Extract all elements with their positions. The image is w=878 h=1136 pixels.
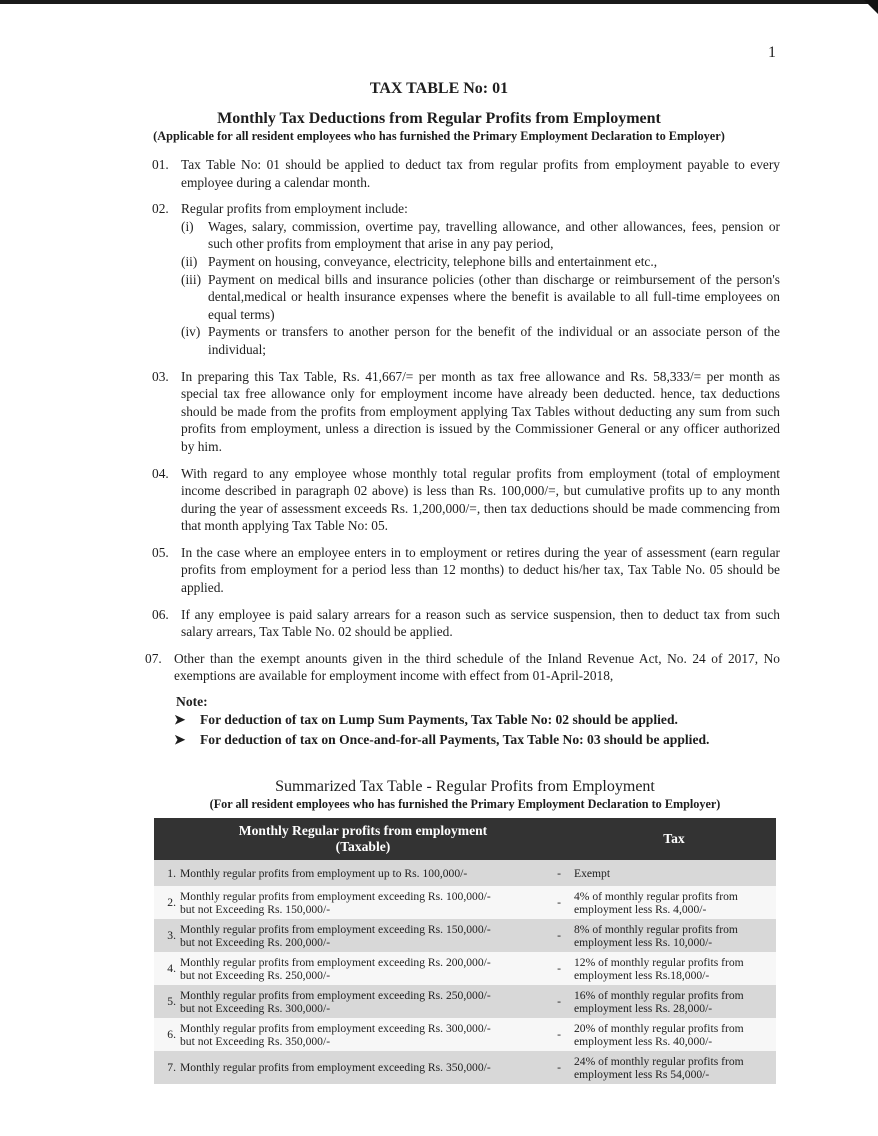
summary-title: Summarized Tax Table - Regular Profits from Employment xyxy=(275,778,655,795)
row-tax-line-1: 20% of monthly regular profits from xyxy=(574,1021,744,1035)
row-description-line-2: but not Exceeding Rs. 300,000/- xyxy=(180,1001,331,1015)
row-tax-line-2: employment less Rs. 10,000/- xyxy=(574,935,713,949)
table-row xyxy=(154,886,776,919)
row-tax xyxy=(572,886,776,919)
paragraph-body xyxy=(181,200,780,358)
table-row xyxy=(154,1051,776,1084)
row-description xyxy=(178,1051,546,1084)
sub-item-text: Wages, salary, commission, overtime pay, travelling allowance, and other allowances, fees, pension or such other profits from employment that arise in any pay period, xyxy=(208,218,780,252)
table-row xyxy=(154,1018,776,1051)
table-row xyxy=(154,860,776,886)
row-number: 1. xyxy=(154,860,178,886)
row-dash: - xyxy=(546,886,572,919)
paragraph-number: 02. xyxy=(152,201,169,217)
row-tax-line-1: 8% of monthly regular profits from xyxy=(574,922,738,936)
summary-subtitle: (For all resident employees who has furnished the Primary Employment Declaration to Employer) xyxy=(209,797,721,811)
paragraph-text: In preparing this Tax Table, Rs. 41,667/= per month as tax free allowance and Rs. 58,333/= per month as special tax free allowance only for employment income have already been deducted. hence, tax deductions should be made from the profits from employment applying Tax Tables without deducting any sum from such profits from employment, unless a direction is issued by the Commissioner General or any officer authorized by him. xyxy=(181,368,780,454)
row-tax xyxy=(572,919,776,952)
paragraph-number: 03. xyxy=(152,368,169,384)
row-description xyxy=(178,985,546,1018)
tax-table-title: TAX TABLE No: 01 xyxy=(369,80,509,97)
arrow-bullet-icon: ➤ xyxy=(174,712,186,727)
paragraph-text: With regard to any employee whose monthly total regular profits from employment (total of employment income described in paragraph 02 above) is less than Rs. 100,000/=, but cumulative profits up to any month during the year of assessment exceeds Rs. 1,200,000/=, then tax deductions should be made commencing from that month applying Tax Table No: 05. xyxy=(181,465,780,534)
note-label: Note: xyxy=(176,694,208,709)
row-dash: - xyxy=(546,1018,572,1051)
paragraph-text: Regular profits from employment include: xyxy=(181,201,408,217)
row-description-line-2: but not Exceeding Rs. 250,000/- xyxy=(180,968,331,982)
paragraph-01 xyxy=(152,156,780,191)
note-text: For deduction of tax on Once-and-for-all Payments, Tax Table No: 03 should be applied. xyxy=(200,732,710,747)
paragraph-text: In the case where an employee enters in to employment or retires during the year of assessment (earn regular profits from employment for a period less than 12 months) to deduct his/her tax, Tax Table No. 05 should be applied. xyxy=(181,544,780,596)
table-row xyxy=(154,919,776,952)
paragraph-04 xyxy=(152,465,780,535)
table-row xyxy=(154,985,776,1018)
paragraph-07 xyxy=(145,650,780,685)
sub-item-text: Payment on medical bills and insurance policies (other than discharge or reimbursement of the person's dental,medical or health insurance expenses where the benefit is available to all full-time employees on equal terms) xyxy=(208,271,780,322)
row-number: 2. xyxy=(154,886,178,919)
paragraph-05 xyxy=(152,544,780,597)
note-text: For deduction of tax on Lump Sum Payments, Tax Table No: 02 should be applied. xyxy=(200,712,678,727)
header-profits xyxy=(154,818,572,860)
table-row xyxy=(154,952,776,985)
sub-item-number: (iv) xyxy=(181,324,201,340)
row-description xyxy=(178,860,546,886)
sub-item-number: (iii) xyxy=(181,271,202,287)
sub-item-text: Payments or transfers to another person for the benefit of the individual or an associate person of the individual; xyxy=(208,324,780,357)
row-tax-line-1: 4% of monthly regular profits from xyxy=(574,889,738,903)
row-tax-line-2: employment less Rs. 28,000/- xyxy=(574,1001,713,1015)
sub-item-iii xyxy=(181,271,780,324)
row-dash: - xyxy=(546,952,572,985)
paragraph-number: 06. xyxy=(152,606,169,622)
row-description-line-2: but not Exceeding Rs. 200,000/- xyxy=(180,935,331,949)
row-tax-line-2: employment less Rs. 40,000/- xyxy=(574,1034,713,1048)
row-description xyxy=(178,952,546,985)
summary-tax-table xyxy=(154,818,776,1084)
page-number: 1 xyxy=(768,44,776,61)
row-description-line-1: Monthly regular profits from employment exceeding Rs. 100,000/- xyxy=(180,889,491,903)
row-description-line-1: Monthly regular profits from employment up to Rs. 100,000/- xyxy=(180,866,468,880)
row-description-line-1: Monthly regular profits from employment exceeding Rs. 250,000/- xyxy=(180,988,491,1002)
arrow-bullet-icon: ➤ xyxy=(174,732,186,747)
row-tax-line-2: employment less Rs.18,000/- xyxy=(574,968,710,982)
header-tax: Tax xyxy=(572,818,776,860)
row-number: 3. xyxy=(154,919,178,952)
row-tax xyxy=(572,860,776,886)
row-tax-line-2: employment less Rs 54,000/- xyxy=(574,1067,710,1081)
row-number: 4. xyxy=(154,952,178,985)
row-tax-line-1: 16% of monthly regular profits from xyxy=(574,988,744,1002)
row-number: 6. xyxy=(154,1018,178,1051)
row-description xyxy=(178,886,546,919)
sub-item-i xyxy=(181,218,780,253)
row-tax-line-2: employment less Rs. 4,000/- xyxy=(574,902,707,916)
row-description-line-1: Monthly regular profits from employment exceeding Rs. 350,000/- xyxy=(180,1061,491,1074)
sub-item-iv xyxy=(181,323,780,358)
sub-item-number: (i) xyxy=(181,218,194,234)
row-description-line-2: but not Exceeding Rs. 150,000/- xyxy=(180,902,331,916)
paragraph-number: 07. xyxy=(145,650,162,666)
paragraph-text: Tax Table No: 01 should be applied to deduct tax from regular profits from employment payable to every employee during a calendar month. xyxy=(181,157,780,190)
row-dash: - xyxy=(546,1051,572,1084)
note-bullet-2 xyxy=(174,732,709,748)
row-tax-line-1: 12% of monthly regular profits from xyxy=(574,955,744,969)
numbered-paragraphs xyxy=(145,156,780,694)
row-dash: - xyxy=(546,919,572,952)
scan-top-edge xyxy=(0,0,878,4)
row-tax xyxy=(572,952,776,985)
row-description-line-1: Monthly regular profits from employment exceeding Rs. 300,000/- xyxy=(180,1021,491,1035)
row-tax xyxy=(572,1018,776,1051)
paragraph-06 xyxy=(152,606,780,641)
row-tax xyxy=(572,1051,776,1084)
row-description-line-1: Monthly regular profits from employment exceeding Rs. 150,000/- xyxy=(180,922,491,936)
applicability-note: (Applicable for all resident employees who has furnished the Primary Employment Declaration to Employer) xyxy=(153,129,725,143)
row-tax-line-1: 24% of monthly regular profits from xyxy=(574,1054,744,1068)
row-dash: - xyxy=(546,985,572,1018)
table-header-row xyxy=(154,818,776,860)
header-profits-line-1: Monthly Regular profits from employment xyxy=(238,823,488,838)
paragraph-02 xyxy=(152,200,780,358)
row-dash: - xyxy=(546,860,572,886)
sub-item-text: Payment on housing, conveyance, electricity, telephone bills and entertainment etc., xyxy=(208,253,658,269)
row-description xyxy=(178,919,546,952)
paragraph-number: 01. xyxy=(152,157,169,172)
document-subtitle: Monthly Tax Deductions from Regular Profits from Employment xyxy=(217,110,661,127)
row-description xyxy=(178,1018,546,1051)
paragraph-03 xyxy=(152,368,780,456)
row-description-line-2: but not Exceeding Rs. 350,000/- xyxy=(180,1034,331,1048)
paragraph-number: 04. xyxy=(152,465,169,481)
row-description-line-1: Monthly regular profits from employment exceeding Rs. 200,000/- xyxy=(180,955,491,969)
row-number: 5. xyxy=(154,985,178,1018)
paragraph-number: 05. xyxy=(152,544,169,560)
header-profits-line-2: (Taxable) xyxy=(335,839,391,854)
sub-item-ii xyxy=(181,253,780,271)
note-bullet-1 xyxy=(174,712,678,728)
sub-item-number: (ii) xyxy=(181,253,198,269)
row-tax-line-1: Exempt xyxy=(574,866,611,880)
row-tax xyxy=(572,985,776,1018)
row-number: 7. xyxy=(154,1051,178,1084)
paragraph-text: If any employee is paid salary arrears for a reason such as service suspension, then to deduct tax from such salary arrears, Tax Table No. 02 should be applied. xyxy=(181,606,780,640)
paragraph-text: Other than the exempt anounts given in the third schedule of the Inland Revenue Act, No. 24 of 2017, No exemptions are available for employment income with effect from 01-April-2018, xyxy=(174,650,780,684)
